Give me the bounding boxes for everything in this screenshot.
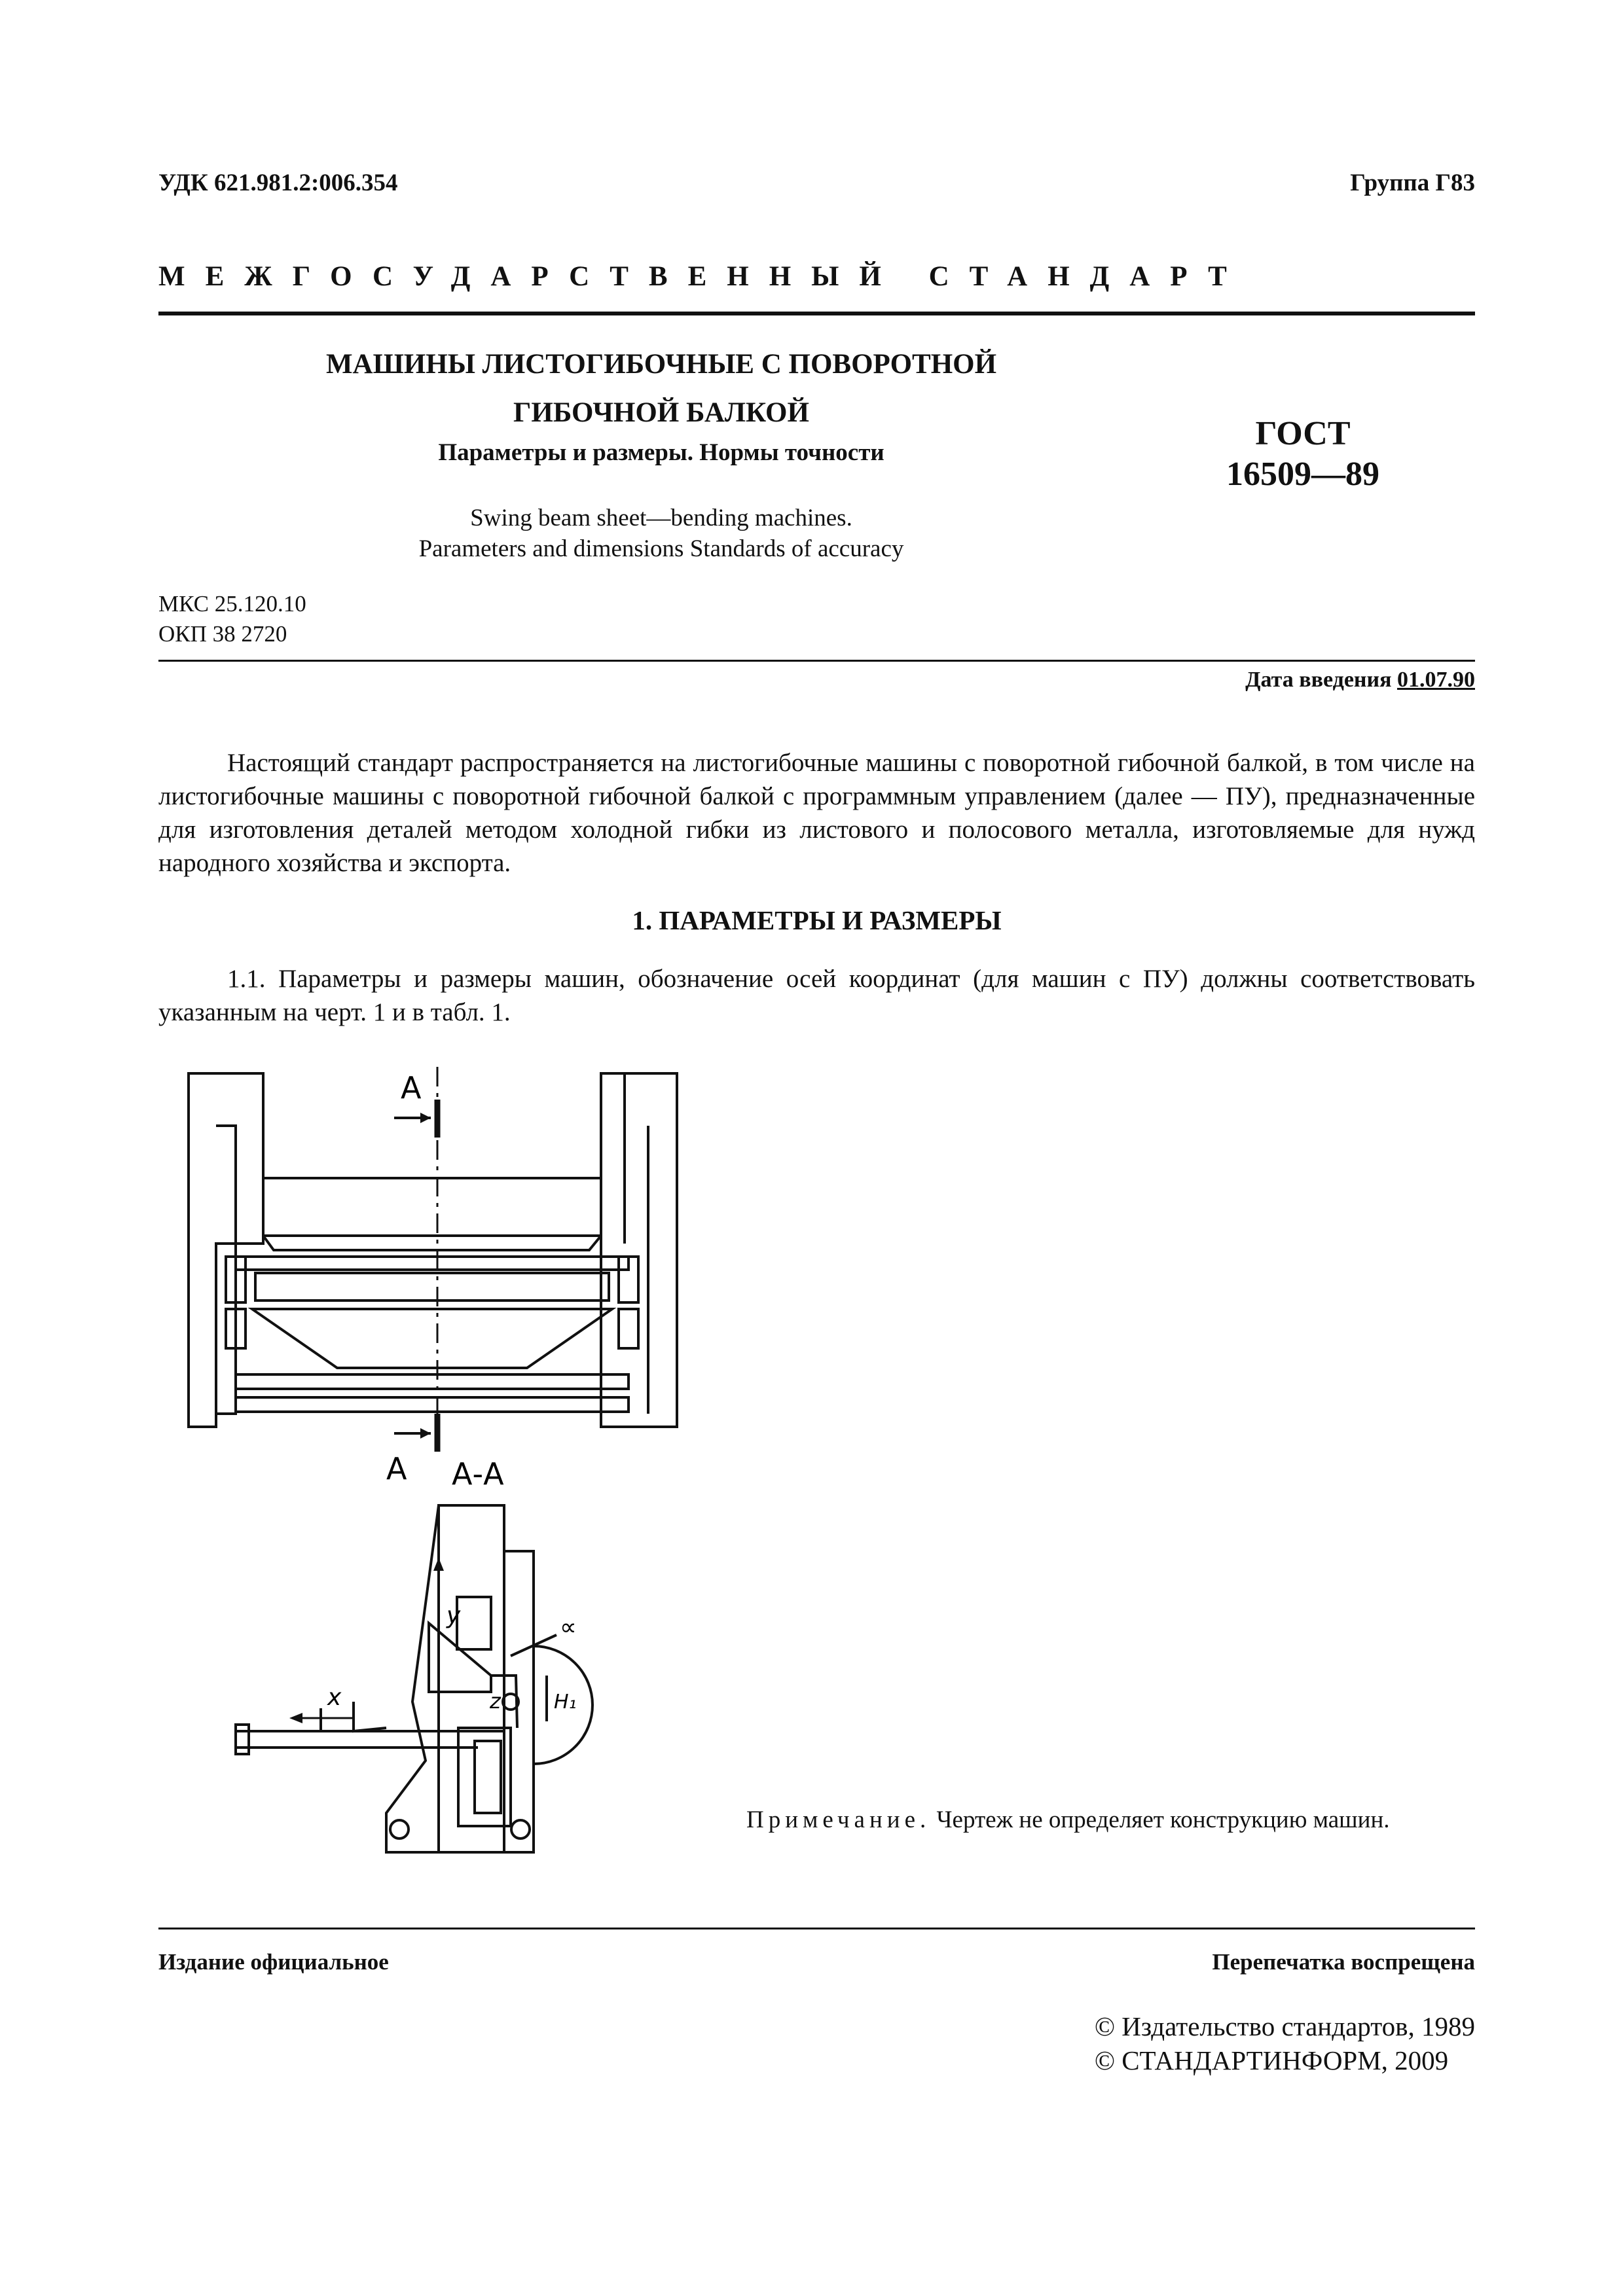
intro-paragraph: Настоящий стандарт распространяется на листогибочные машины с поворотной гибочной балкой, в том числе на листогибочные машины с поворотной гибочной балкой с программным управлением (далее — ПУ), предназначенные для изготовления деталей методом холодной гибки из листового и полосового металла, изготовляемые для нужд народного хозяйства и экспорта. bbox=[158, 749, 1475, 877]
section-view-title: А-А bbox=[452, 1456, 504, 1492]
interstate-standard-heading: МЕЖГОСУДАРСТВЕННЫЙ СТАНДАРТ bbox=[158, 261, 1247, 292]
axis-z-label: z bbox=[490, 1689, 501, 1713]
axis-x-label: x bbox=[327, 1684, 342, 1711]
document-subtitle: Параметры и размеры. Нормы точности bbox=[438, 439, 884, 466]
bending-beam-core bbox=[475, 1741, 501, 1813]
section-label-top: A bbox=[401, 1070, 422, 1105]
pivot-right bbox=[511, 1820, 530, 1839]
pivot-left bbox=[390, 1820, 409, 1839]
back-gauge-bar bbox=[236, 1731, 504, 1748]
udk-code: УДК 621.981.2:006.354 bbox=[158, 170, 398, 196]
title-line-2: ГИБОЧНОЙ БАЛКОЙ bbox=[513, 397, 809, 428]
paragraph-1-1: 1.1. Параметры и размеры машин, обозначение осей координат (для машин с ПУ) должны соответствовать указанным на черт. 1 и в табл. 1. bbox=[158, 965, 1475, 1026]
document-title bbox=[223, 340, 1100, 437]
copyright-block bbox=[1095, 2009, 1475, 2077]
english-title-line-1: Swing beam sheet—bending machines. bbox=[470, 505, 852, 531]
introduction-date bbox=[1245, 668, 1475, 692]
introduction-date-label: Дата введения bbox=[1245, 668, 1392, 692]
lower-rail-1 bbox=[236, 1374, 629, 1389]
codes-rule bbox=[158, 660, 1475, 662]
right-lower-block bbox=[619, 1309, 638, 1348]
footer-rule bbox=[158, 1928, 1475, 1929]
mks-code: МКС 25.120.10 bbox=[158, 591, 306, 617]
bending-beam bbox=[252, 1309, 612, 1368]
copyright-2009: © СТАНДАРТИНФОРМ, 2009 bbox=[1094, 2045, 1449, 2075]
y-axis-arrowhead bbox=[433, 1558, 444, 1571]
upper-tool bbox=[457, 1597, 491, 1649]
machine-drawing bbox=[164, 1047, 773, 1885]
gost-code: 16509—89 bbox=[1226, 456, 1379, 493]
note-label: Примечание. bbox=[746, 1806, 931, 1833]
right-frame-inner bbox=[625, 1073, 648, 1414]
clamping-beam bbox=[255, 1273, 609, 1300]
copyright-1989: © Издательство стандартов, 1989 bbox=[1094, 2011, 1475, 2041]
section-label-bottom: A bbox=[386, 1451, 407, 1486]
x-axis-arrowhead bbox=[289, 1713, 302, 1723]
classification-codes bbox=[158, 589, 306, 649]
middle-rail bbox=[236, 1257, 629, 1270]
reprint-prohibited: Перепечатка воспрещена bbox=[1212, 1949, 1475, 1975]
english-title-line-2: Parameters and dimensions Standards of accuracy bbox=[418, 535, 904, 562]
title-line-1: МАШИНЫ ЛИСТОГИБОЧНЫЕ С ПОВОРОТНОЙ bbox=[325, 349, 997, 380]
upper-beam-edge bbox=[263, 1236, 601, 1250]
official-edition: Издание официальное bbox=[158, 1949, 389, 1975]
back-gauge-stop bbox=[236, 1725, 249, 1754]
section-arrowhead-top bbox=[420, 1113, 431, 1123]
angle-label: ∝ bbox=[560, 1614, 577, 1641]
note-text: Чертеж не определяет конструкцию машин. bbox=[930, 1806, 1390, 1833]
okp-code: ОКП 38 2720 bbox=[158, 621, 287, 647]
upper-beam bbox=[263, 1178, 601, 1236]
section-arrowhead-bottom bbox=[420, 1428, 431, 1439]
section-body bbox=[386, 1505, 439, 1852]
gost-number bbox=[1126, 414, 1480, 495]
group-code: Группа Г83 bbox=[1350, 170, 1475, 196]
drawing-note bbox=[746, 1803, 1475, 1837]
section-1-title: 1. ПАРАМЕТРЫ И РАЗМЕРЫ bbox=[632, 905, 1002, 935]
height-label: H₁ bbox=[554, 1691, 577, 1713]
lower-rail-2 bbox=[236, 1397, 629, 1412]
axis-y-label: y bbox=[447, 1602, 461, 1629]
section-frame bbox=[439, 1505, 504, 1852]
gost-label: ГОСТ bbox=[1255, 415, 1351, 452]
introduction-date-value: 01.07.90 bbox=[1397, 668, 1475, 692]
english-title bbox=[223, 503, 1100, 564]
header-rule bbox=[158, 312, 1475, 315]
